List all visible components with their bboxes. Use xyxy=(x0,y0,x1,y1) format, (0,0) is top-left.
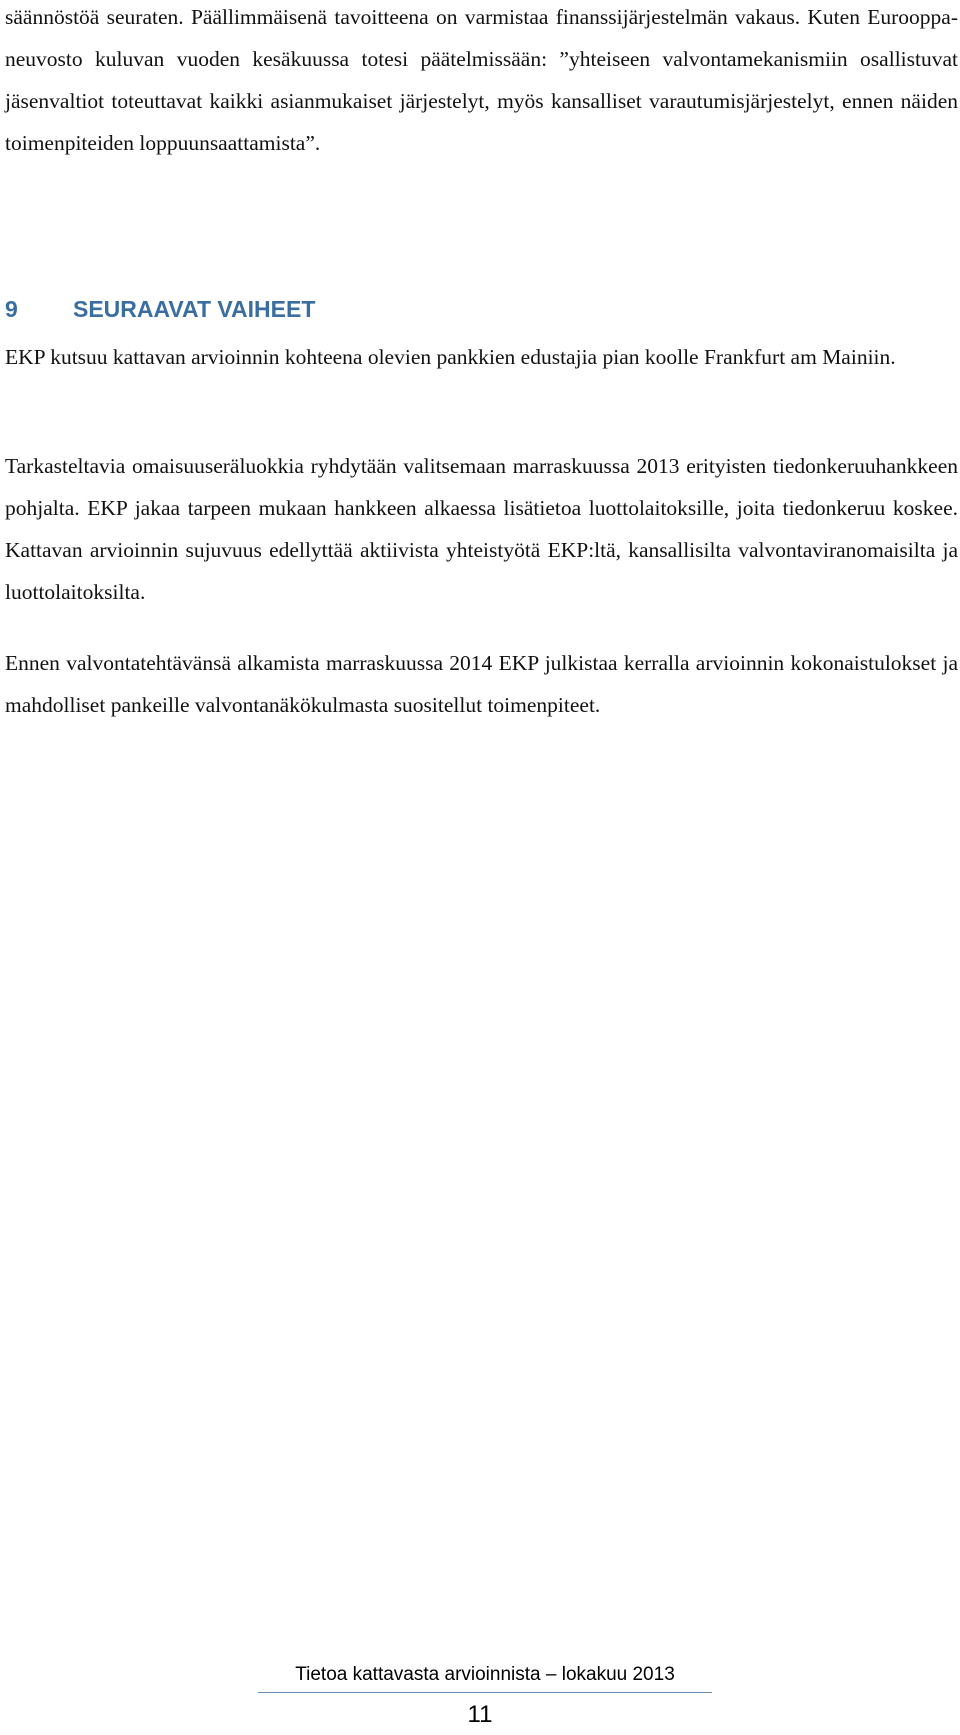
intro-paragraph: säännöstöä seuraten. Päällimmäisenä tavoitteena on varmistaa finanssijärjestelmän vakaus. Kuten Eurooppa-neuvosto kuluvan vuoden kesäkuussa totesi päätelmissään: ”yhteiseen valvontamekanismiin osallistuvat jäsenvaltiot toteuttavat kaikki asianmukaiset järjestelyt, myös kansalliset varautumisjärjestelyt, ennen näiden toimenpiteiden loppuunsaattamista”. xyxy=(5,5,958,155)
footer-running-title: Tietoa kattavasta arvioinnista – lokakuu 2013 xyxy=(295,1664,675,1685)
footer-divider xyxy=(258,1692,712,1693)
page-number: 11 xyxy=(467,1701,493,1728)
section-title: SEURAAVAT VAIHEET xyxy=(73,296,316,322)
section-number: 9 xyxy=(5,296,18,322)
body-paragraph: Ennen valvontatehtävänsä alkamista marraskuussa 2014 EKP julkistaa kerralla arvioinnin kokonaistulokset ja mahdolliset pankeille valvontanäkökulmasta suositellut toimenpiteet. xyxy=(5,651,958,717)
body-paragraph: EKP kutsuu kattavan arvioinnin kohteena olevien pankkien edustajia pian koolle Frankfurt am Mainiin. xyxy=(5,345,896,369)
section-heading xyxy=(5,292,958,326)
body-paragraph: Tarkasteltavia omaisuuseräluokkia ryhdytään valitsemaan marraskuussa 2013 erityisten tiedonkeruuhankkeen pohjalta. EKP jakaa tarpeen mukaan hankkeen alkaessa lisätietoa luottolaitoksille, joita tiedonkeruu koskee. Kattavan arvioinnin sujuvuus edellyttää aktiivista yhteistyötä EKP:ltä, kansallisilta valvontaviranomaisilta ja luottolaitoksilta. xyxy=(5,454,958,604)
document-page xyxy=(5,0,958,1735)
page-footer xyxy=(258,1662,712,1693)
